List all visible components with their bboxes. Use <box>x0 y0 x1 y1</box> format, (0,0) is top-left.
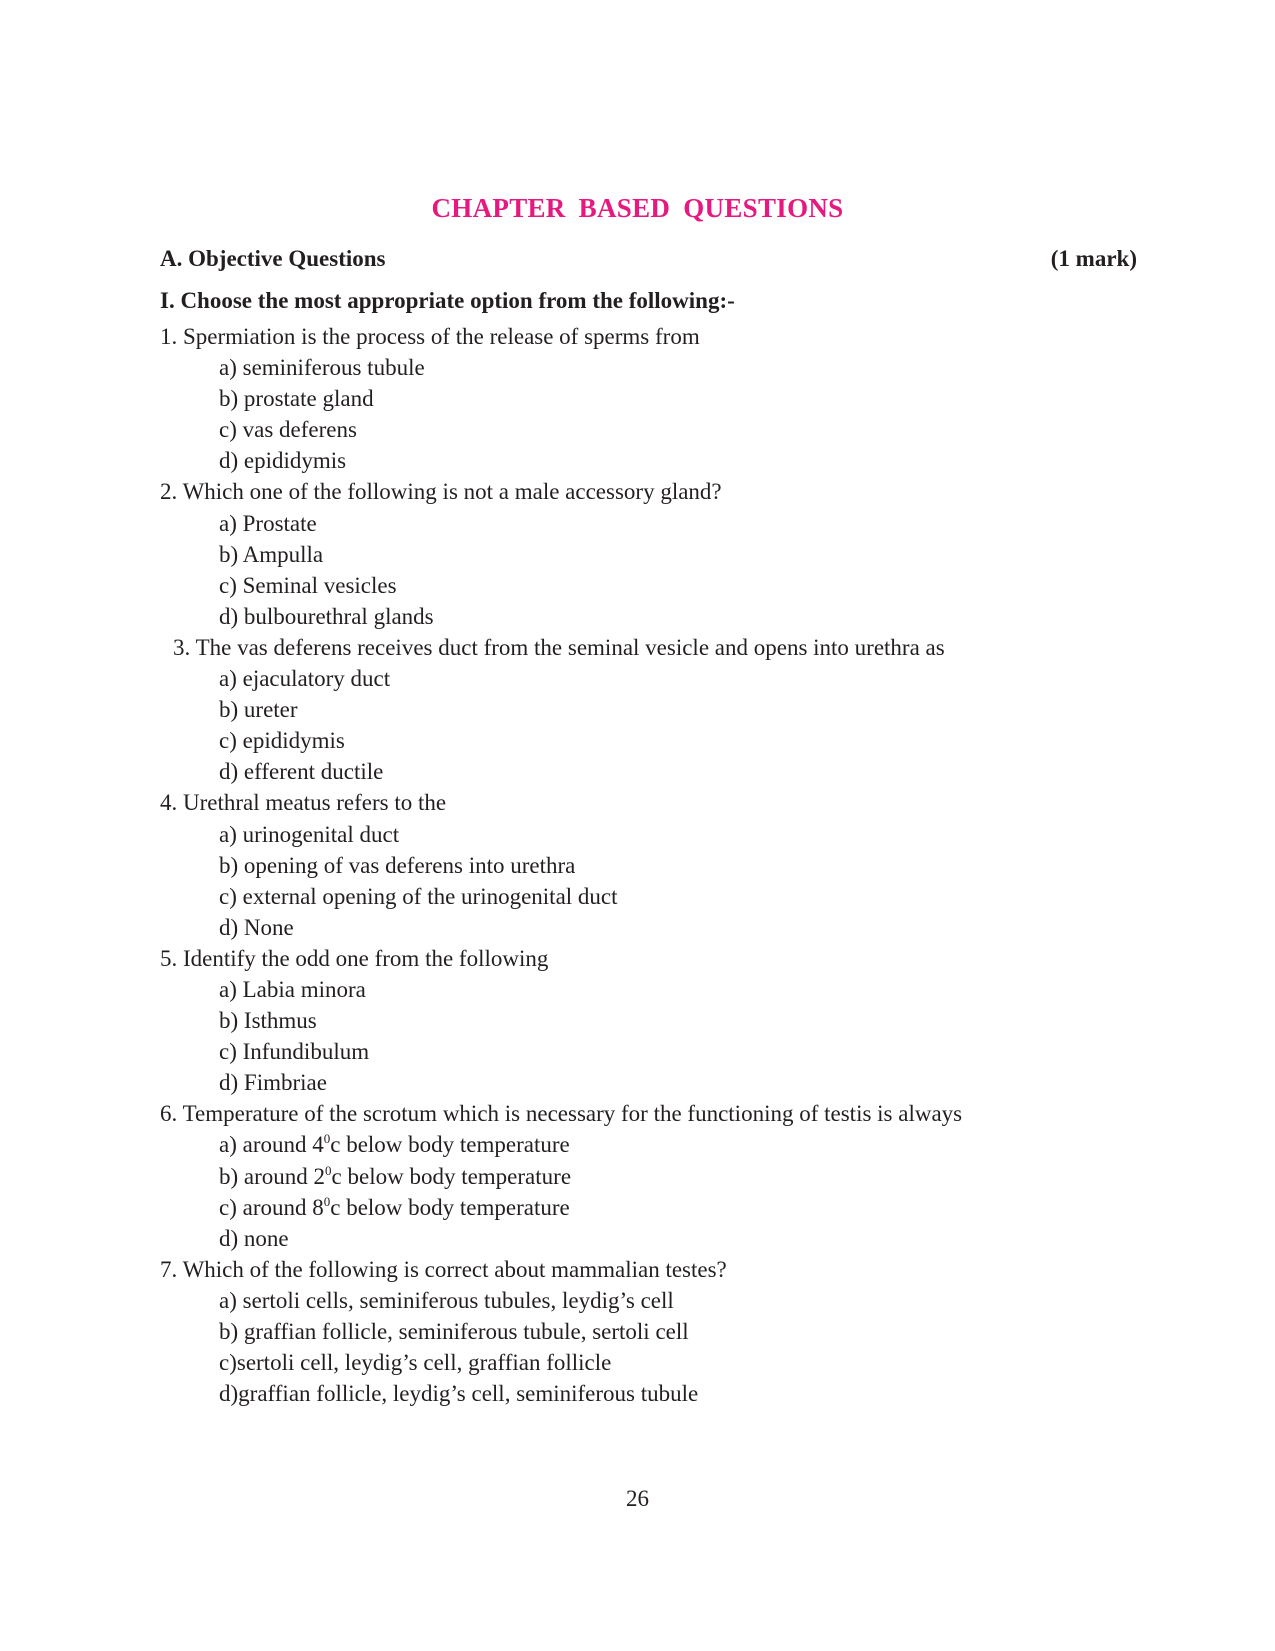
option-b <box>160 1161 1160 1192</box>
option-d: d) none <box>219 1225 289 1251</box>
question-item <box>160 632 1160 787</box>
option-c: c) Infundibulum <box>219 1039 370 1065</box>
option-text: c below body temperature <box>330 1132 570 1158</box>
question-text: 4. Urethral meatus refers to the <box>160 790 447 816</box>
question-text: 5. Identify the odd one from the following <box>160 945 549 971</box>
option-c: c)sertoli cell, leydig’s cell, graffian follicle <box>219 1350 612 1376</box>
page-title: CHAPTER BASED QUESTIONS <box>431 193 844 223</box>
option-b: b) graffian follicle, seminiferous tubule, sertoli cell <box>219 1319 689 1344</box>
option-c: c) vas deferens <box>219 417 357 443</box>
question-text: 1. Spermiation is the process of the release of sperms from <box>160 324 700 349</box>
option-c <box>160 1192 1160 1223</box>
section-heading: A. Objective Questions <box>160 246 386 271</box>
option-text: c below body temperature <box>331 1163 572 1189</box>
option-a: a) sertoli cells, seminiferous tubules, leydig’s cell <box>219 1287 674 1313</box>
question-item <box>160 1098 1160 1253</box>
question-item <box>160 1254 1160 1409</box>
option-b: b) Ampulla <box>219 541 324 567</box>
option-d: d)graffian follicle, leydig’s cell, seminiferous tubule <box>219 1381 699 1407</box>
option-d: d) None <box>219 914 294 940</box>
question-text: 6. Temperature of the scrotum which is necessary for the functioning of testis is always <box>160 1101 963 1127</box>
option-d: d) bulbourethral glands <box>219 603 434 629</box>
question-list <box>160 321 1160 1409</box>
question-item <box>160 321 1160 476</box>
option-b: b) prostate gland <box>219 386 374 412</box>
marks-label: (1 mark) <box>1050 246 1137 271</box>
question-text: 3. The vas deferens receives duct from the seminal vesicle and opens into urethra as <box>173 634 945 660</box>
question-item <box>160 476 1160 631</box>
option-text: a) around 4 <box>219 1132 324 1158</box>
option-b: b) opening of vas deferens into urethra <box>219 852 576 878</box>
option-d: d) efferent ductile <box>219 759 384 785</box>
option-d: d) Fimbriae <box>219 1070 327 1096</box>
degree-superscript: 0 <box>323 1193 331 1209</box>
option-text: c below body temperature <box>330 1194 570 1220</box>
option-c: c) Seminal vesicles <box>219 572 397 598</box>
option-c: c) external opening of the urinogenital duct <box>219 883 618 909</box>
question-text: 7. Which of the following is correct about mammalian testes? <box>160 1256 727 1282</box>
option-a: a) ejaculatory duct <box>219 666 391 692</box>
degree-superscript: 0 <box>325 1162 332 1178</box>
option-a: a) urinogenital duct <box>219 821 400 847</box>
option-b: b) Isthmus <box>219 1008 317 1034</box>
option-a: a) Prostate <box>219 510 317 536</box>
option-a: a) Labia minora <box>219 976 366 1002</box>
instruction-text: I. Choose the most appropriate option from the following:- <box>160 288 735 313</box>
option-b: b) ureter <box>219 697 298 723</box>
question-item <box>160 943 1160 1098</box>
question-text: 2. Which one of the following is not a male accessory gland? <box>160 479 722 505</box>
section-header <box>160 243 1137 275</box>
option-c: c) epididymis <box>219 728 345 754</box>
page-number: 26 <box>626 1486 649 1511</box>
question-item <box>160 787 1160 942</box>
option-a <box>160 1129 1160 1160</box>
option-d: d) epididymis <box>219 448 347 474</box>
degree-superscript: 0 <box>323 1131 331 1147</box>
option-text: b) around 2 <box>219 1163 326 1189</box>
option-a: a) seminiferous tubule <box>219 355 425 381</box>
option-text: c) around 8 <box>219 1194 324 1220</box>
